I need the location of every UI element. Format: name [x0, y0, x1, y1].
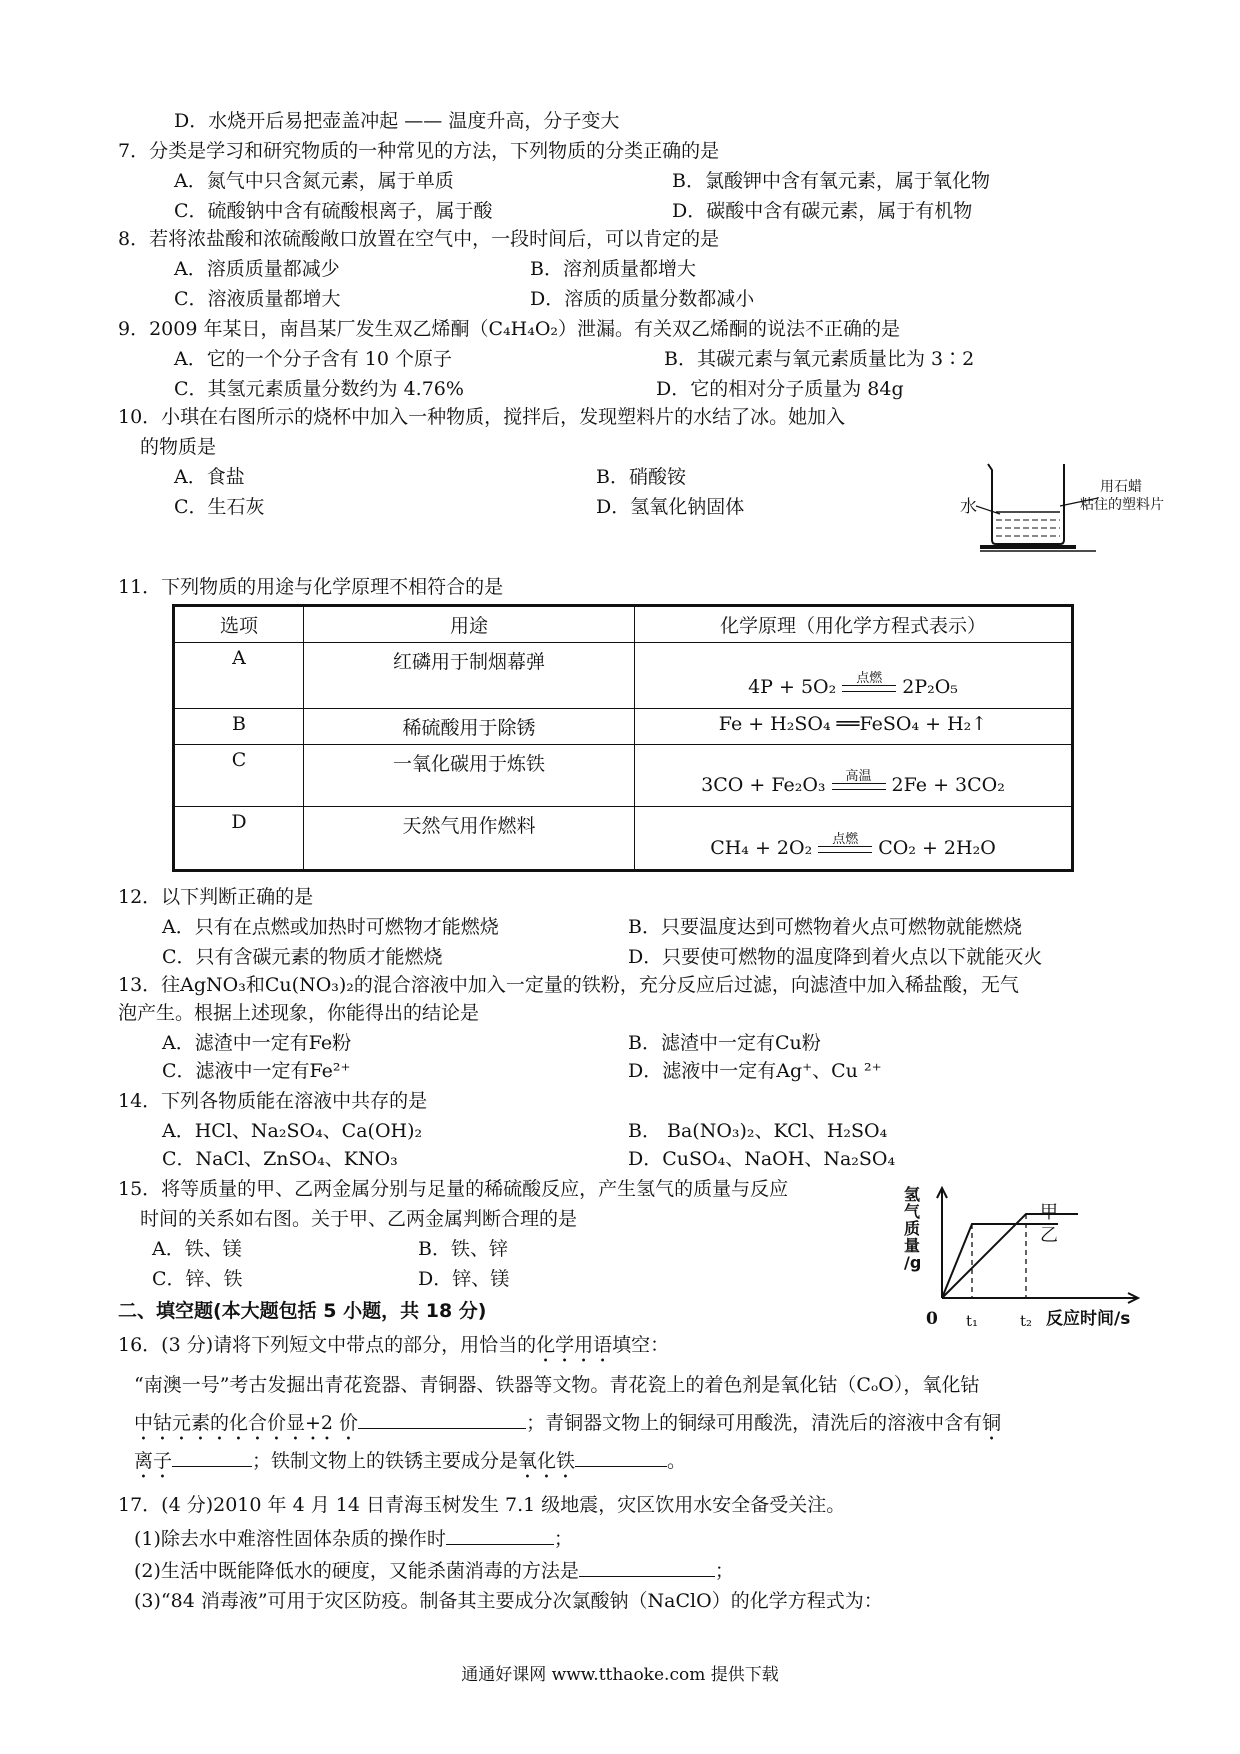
q8-option-a: A．溶质质量都减少 [174, 258, 340, 280]
reaction-condition: 点燃 [832, 832, 859, 847]
header-use: 用途 [304, 606, 635, 643]
q7-stem: 7．分类是学习和研究物质的一种常见的方法，下列物质的分类正确的是 [118, 140, 720, 162]
page-footer: 通通好课网 www.tthaoke.com 提供下载 [461, 1665, 779, 1685]
row-equation: Fe + H₂SO₄ ══FeSO₄ + H₂↑ [635, 709, 1073, 745]
row-use: 稀硫酸用于除锈 [304, 709, 635, 745]
q14-stem: 14．下列各物质能在溶液中共存的是 [118, 1090, 428, 1112]
q8-option-d: D．溶质的质量分数都减小 [530, 288, 755, 310]
q10-stem-line1: 10．小琪在右图所示的烧杯中加入一种物质，搅拌后，发现塑料片的水结了冰。她加入 [118, 406, 846, 428]
q15-option-c: C．锌、铁 [152, 1268, 243, 1290]
row-equation [635, 745, 1073, 807]
equation-lhs: 4P + 5O₂ [748, 676, 837, 698]
header-option: 选项 [174, 606, 304, 643]
row-equation [635, 643, 1073, 709]
q16-passage-text: ；青铜器文物上的铜绿可用酸洗，清洗后的溶液中含有 [526, 1412, 983, 1434]
answer-blank[interactable] [575, 1446, 667, 1467]
q7-option-d: D．碳酸中含有碳元素，属于有机物 [672, 200, 973, 222]
graph-y-label-char: 氢 [904, 1185, 921, 1204]
beaker-plastic-label-1: 用石蜡 [1100, 479, 1142, 495]
table-row [174, 807, 1073, 871]
q8-option-c: C．溶液质量都增大 [174, 288, 341, 310]
q15-option-a: A．铁、镁 [152, 1238, 242, 1260]
q15-stem-line2: 时间的关系如右图。关于甲、乙两金属判断合理的是 [140, 1208, 578, 1230]
graph-y-label-char: 量 [904, 1236, 921, 1255]
q9-option-b: B．其碳元素与氧元素质量比为 3∶2 [664, 348, 975, 370]
equation-lhs: CH₄ + 2O₂ [710, 837, 813, 859]
row-use: 天然气用作燃料 [304, 807, 635, 871]
row-use: 一氧化碳用于炼铁 [304, 745, 635, 807]
q10-option-c: C．生石灰 [174, 496, 265, 518]
table-row [174, 745, 1073, 807]
q13-option-c: C．滤液中一定有Fe²⁺ [162, 1060, 351, 1082]
row-use: 红磷用于制烟幕弹 [304, 643, 635, 709]
row-option: B [174, 709, 304, 745]
q15-stem-line1: 15．将等质量的甲、乙两金属分别与足量的稀硫酸反应，产生氢气的质量与反应 [118, 1178, 789, 1200]
section-2-heading: 二、填空题(本大题包括 5 小题，共 18 分) [118, 1300, 487, 1322]
reaction-condition: 高温 [845, 769, 872, 784]
beaker-water-label: 水 [960, 497, 977, 517]
reaction-condition: 点燃 [856, 671, 883, 686]
q14-option-a: A．HCl、Na₂SO₄、Ca(OH)₂ [162, 1120, 423, 1142]
row-option: C [174, 745, 304, 807]
q10-option-b: B．硝酸铵 [596, 466, 686, 488]
q12-option-b: B．只要温度达到可燃物着火点可燃物就能燃烧 [628, 916, 1022, 938]
q17-sub2-text: (2)生活中既能降低水的硬度，又能杀菌消毒的方法是 [134, 1560, 579, 1582]
q8-stem: 8．若将浓盐酸和浓硫酸敞口放置在空气中，一段时间后，可以肯定的是 [118, 228, 720, 250]
q16-stem [118, 1332, 669, 1367]
q13-option-b: B．滤渣中一定有Cu粉 [628, 1032, 821, 1054]
q17-sub2 [134, 1556, 734, 1584]
equals-condition [818, 833, 872, 859]
equation-rhs: 2Fe + 3CO₂ [891, 774, 1005, 796]
q12-option-d: D．只要使可燃物的温度降到着火点以下就能灭火 [628, 946, 1043, 968]
q14-option-b: B． Ba(NO₃)₂、KCl、H₂SO₄ [628, 1120, 888, 1142]
q15-option-b: B．铁、锌 [418, 1238, 508, 1260]
row-option: A [174, 643, 304, 709]
q11-table [172, 604, 1074, 872]
q17-stem: 17．(4 分)2010 年 4 月 14 日青海玉树发生 7.1 级地震，灾区饮用水安全备受关注。 [118, 1494, 846, 1516]
hydrogen-mass-graph [900, 1186, 1160, 1322]
row-equation [635, 807, 1073, 871]
q16-dotted-valence: 中钴元素的化合价显+2 价 [134, 1412, 359, 1434]
beaker-plastic-label-2: 粘住的塑料片 [1080, 497, 1164, 513]
graph-x-label: 反应时间/s [1046, 1309, 1131, 1329]
q17-sub3: (3)“84 消毒液”可用于灾区防疫。制备其主要成分次氯酸钠（NaClO）的化学方程式为： [134, 1590, 883, 1612]
q10-option-d: D．氢氧化钠固体 [596, 496, 745, 518]
q13-option-d: D．滤液中一定有Ag⁺、Cu ²⁺ [628, 1060, 882, 1082]
graph-y-label-char: /g [904, 1253, 922, 1272]
row-option: D [174, 807, 304, 871]
answer-blank[interactable] [358, 1408, 526, 1429]
q13-stem-line2: 泡产生。根据上述现象，你能得出的结论是 [118, 1002, 480, 1024]
q8-option-b: B．溶剂质量都增大 [530, 258, 696, 280]
answer-blank[interactable] [579, 1556, 715, 1577]
q16-passage-line3 [134, 1446, 686, 1483]
graph-t1: t₁ [966, 1312, 979, 1330]
q14-option-c: C．NaCl、ZnSO₄、KNO₃ [162, 1148, 398, 1170]
q7-option-a: A．氮气中只含氮元素，属于单质 [174, 170, 454, 192]
table-row [174, 643, 1073, 709]
q16-dotted-iron-oxide: 氧化铁 [518, 1450, 576, 1472]
q16-stem-end: 填空： [612, 1334, 670, 1356]
q17-sub1 [134, 1524, 573, 1552]
q12-option-a: A．只有在点燃或加热时可燃物才能燃烧 [162, 916, 499, 938]
q14-option-d: D．CuSO₄、NaOH、Na₂SO₄ [628, 1148, 896, 1170]
q16-stem-text: 16．(3 分)请将下列短文中带点的部分，用恰当的 [118, 1334, 537, 1356]
equals-condition [842, 672, 896, 698]
graph-series-a: 甲 [1040, 1202, 1058, 1223]
q7-option-b: B．氯酸钾中含有氧元素，属于氧化物 [672, 170, 990, 192]
q16-dotted-ion: 离子 [134, 1450, 173, 1472]
header-principle: 化学原理（用化学方程式表示） [635, 606, 1073, 643]
q17-sub1-end: ； [553, 1528, 573, 1550]
graph-series-b: 乙 [1040, 1225, 1058, 1246]
q10-option-a: A．食盐 [174, 466, 245, 488]
answer-blank[interactable] [172, 1446, 252, 1467]
q16-passage-line2 [134, 1408, 1001, 1445]
q13-stem-line1: 13．往AgNO₃和Cu(NO₃)₂的混合溶液中加入一定量的铁粉，充分反应后过滤，向滤渣中加入稀盐酸，无气 [118, 974, 1019, 996]
q13-option-a: A．滤渣中一定有Fe粉 [162, 1032, 352, 1054]
table-row [174, 709, 1073, 745]
q9-option-c: C．其氢元素质量分数约为 4.76% [174, 378, 464, 400]
q11-table-header [174, 606, 1073, 643]
q16-passage-end: 。 [667, 1450, 687, 1472]
q15-option-d: D．锌、镁 [418, 1268, 510, 1290]
q17-sub1-text: (1)除去水中难溶性固体杂质的操作时 [134, 1528, 446, 1550]
equation-rhs: CO₂ + 2H₂O [878, 837, 996, 859]
equation-rhs: 2P₂O₅ [902, 676, 958, 698]
graph-t2: t₂ [1020, 1312, 1033, 1330]
graph-y-label [904, 1186, 924, 1271]
q9-stem: 9．2009 年某日，南昌某厂发生双乙烯酮（C₄H₄O₂）泄漏。有关双乙烯酮的说法不正确的是 [118, 318, 901, 340]
q12-stem: 12．以下判断正确的是 [118, 886, 314, 908]
q7-option-c: C．硫酸钠中含有硫酸根离子，属于酸 [174, 200, 493, 222]
graph-y-label-char: 气 [904, 1202, 921, 1221]
q17-sub2-end: ； [714, 1560, 734, 1582]
q16-passage-line1: “南澳一号”考古发掘出青花瓷器、青铜器、铁器等文物。青花瓷上的着色剂是氧化钴（CₒO），氧化钴 [134, 1374, 980, 1396]
q9-option-d: D．它的相对分子质量为 84g [656, 378, 904, 400]
equation-lhs: 3CO + Fe₂O₃ [701, 774, 826, 796]
q12-option-c: C．只有含碳元素的物质才能燃烧 [162, 946, 443, 968]
q10-stem-line2: 的物质是 [140, 436, 217, 458]
q16-dotted-copper: 铜 [982, 1412, 1002, 1434]
equals-condition [832, 770, 886, 796]
q11-stem: 11．下列物质的用途与化学原理不相符合的是 [118, 576, 504, 598]
graph-origin: 0 [926, 1309, 938, 1329]
answer-blank[interactable] [446, 1524, 554, 1545]
q6-option-d: D．水烧开后易把壶盖冲起 —— 温度升高，分子变大 [174, 110, 620, 132]
q9-option-a: A．它的一个分子含有 10 个原子 [174, 348, 452, 370]
graph-y-label-char: 质 [904, 1219, 921, 1238]
q16-passage-text: ；铁制文物上的铁锈主要成分是 [252, 1450, 519, 1472]
q16-stem-dotted: 化学用语 [536, 1334, 613, 1356]
